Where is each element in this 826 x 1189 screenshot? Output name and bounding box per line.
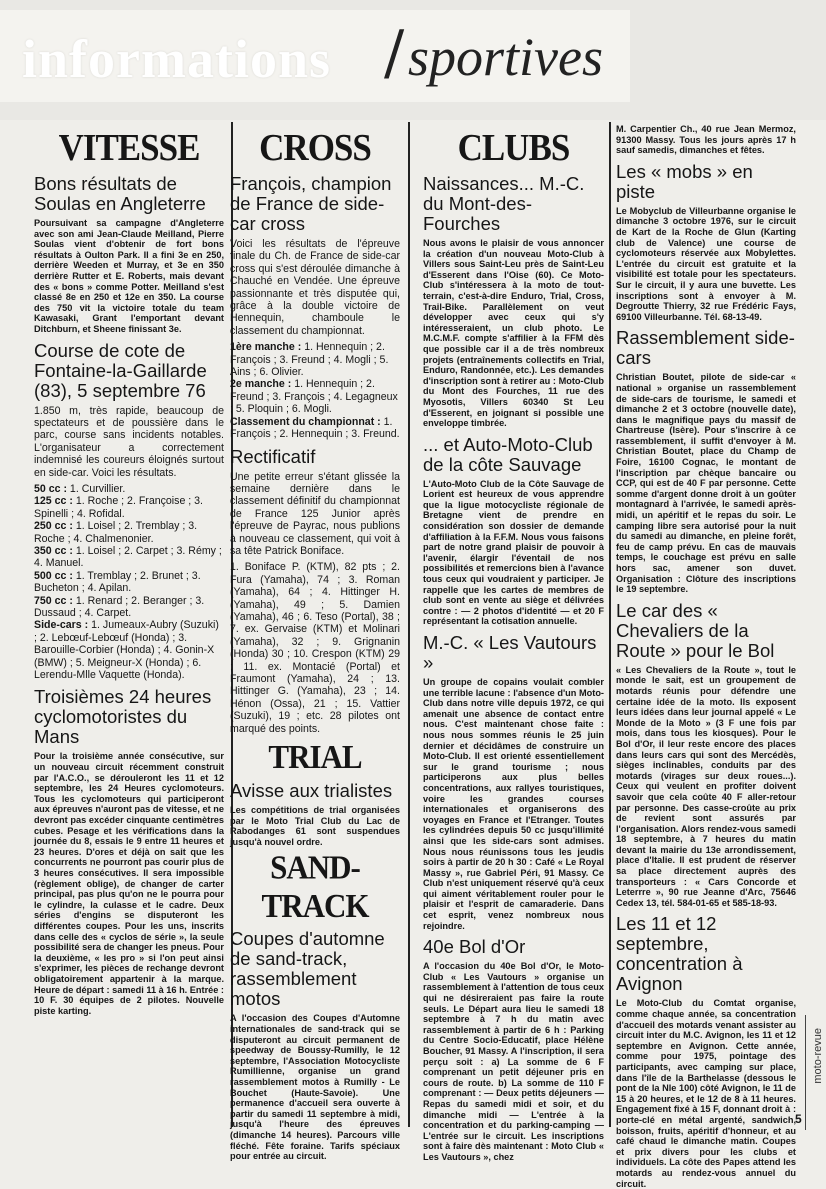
article-headline: Rassemblement side-cars (616, 327, 795, 369)
article-headline: Troisièmes 24 heures cyclomotoristes du Mans (34, 686, 212, 748)
result-entry: 50 cc : 1. Curvillier. (34, 482, 126, 495)
article-headline: Coupes d'automne de sand-track, rassemblement motos (230, 928, 385, 1010)
article-text: Voici les résultats de l'épreuve finale du Ch. de France de side-car cross qui s'est déroulée dimanche à Chauché en Vendée. Une épreuve passionnante et très disputée qui, grâce à la double victoire de Hennequin, chamboule le classement du championnat. (230, 238, 400, 337)
article-headline: M.-C. « Les Vautours » (423, 632, 597, 673)
article-headline: Le car des « Chevaliers de la Route » pour le Bol (616, 599, 775, 661)
article-text: Une petite erreur s'étant glissée la semaine dernière dans le classement définitif du championnat de France 125 Junior après l'épreuve de Payrac, nous publions à nouveau ce classement, qui voit à sa tête Patrick Boniface. (230, 470, 400, 557)
article-text: Les compétitions de trial organisées par le Moto Trial Club du Lac de Rabodanges 61 sont suspendues jusqu'à nouvel ordre. (230, 805, 400, 847)
result-entry: 750 cc : 1. Renard ; 2. Beranger ; 3. Dussaud ; 4. Carpet. (34, 594, 205, 620)
article-text: A l'occasion du 40e Bol d'Or, le Moto-Club « Les Vautours » organise un rassemblement à l'attention de tous ceux qui ne désireraient pas faire la route seuls. Le Départ aura lieu le samedi 18 septembre à 7 h du matin avec rassemblement à partir de 6 h : Parking du Centre Socio-Educatif, place Hélène Boucher, 91 Massy. A l'inscription, il sera perçu soit : a) La somme de 6 F comprenant un petit déjeuner pris en cours de route. b) La somme de 110 F comprenant : — Deux petits déjeuners — Repas du samedi midi et soir, et du dimanche midi — L'entrée à la concentration et du parking-camping — L'entrée sur le circuit. Les inscriptions sont à faire dès maintenant : Moto Club « Les Vautours », chez (423, 961, 604, 1162)
article-headline: Les « mobs » en piste (616, 160, 753, 202)
article-headline: Naissances... M.-C. du Mont-des-Fourches (423, 173, 585, 234)
article-text: Pour la troisième année consécutive, sur un nouveau circuit récemment construit par l'A.C.O., se dérouleront les 11 et 12 septembre, les 24 Heures cyclomoteurs. Tous les cyclomoteurs qui participeront aux épreuves n'auront pas de vitesse, et ne devront pas excéder cinquante centimètres cubes. Pesage et les vérifications dans la journée du 8, essais le 9 entre 11 heures et 23 heures. D'ores et déjà on sait que les concurrents ne pourront pas courir plus de 3 heures consécutives. Il sera impossible (règlement oblige), de changer de carter principal, pas plus qu'on ne le pourra pour le cylindre, la culasse et le cadre. Deux séries d'engins se disputeront les différentes coupes. Pour les uns, inscrits dans celle des « cyclos de série », la seule possibilité sera de changer les pneus. Pour la deuxième, « les pro » si l'on peut ainsi s'exprimer, les pièces de rechange devront obligatoirement appartenir à la marque. Heure de départ : samedi 11 à 16 h. Entrée : 10 F. 30 équipes de 2 pilotes. Nouvelle piste karting. (34, 751, 224, 1016)
ranking-list: 1. Boniface P. (KTM), 82 pts ; 2. Fura (Yamaha), 74 ; 3. Roman (Yamaha), 64 ; 4. Hittinger H. (Yamaha), 49 ; 5. Damien (Yamaha), 46 ; 6. Teso (Portal), 38 ; 7. ex. Gervaise (KTM) et Molinari (Yamaha), 32 ; 9. Grignanin (Honda) 30 ; 10. Crespon (KTM) 29 ; 11. ex. Montacié (Portal) et Fraumont (Yamaha), 24 ; 13. Hittinger G. (Yamaha), 23 ; 14. Hénon (Ossa), 21 ; 15. Vattier (Suzuki), 19 ; etc. 28 pilotes ont marqué des points. (230, 561, 400, 735)
article-text: Christian Boutet, pilote de side-car « national » organise un rassemblement de side-cars de tourisme, le samedi et dimanche 2 et 3 octobre (nouvelle date), dans le magnifique pays du massif de Chartreuse (Isère). Pour s'inscrire à ce rassemblement, il suffit d'envoyer à M. Christian Boutet, place du Champ de Foire, 16100 Cognac, le montant de l'inscription par chèque bancaire ou CCP, qui est de 40 F par personne. Cette somme d'argent donne droit à un goûter montagnard à l'arrivée, le samedi après-midi, un apéritif et le repas du soir. Le camping libre sera autorisé pour la nuit du samedi au dimanche, en pleine forêt, feu de camp prévu. En cas de mauvais temps, le couchage est prévu en salle hors sac, amener son duvet. Organisation : Clôture des inscriptions le 19 septembre. (616, 372, 796, 595)
column-vitesse (34, 124, 224, 1134)
article-headline: 40e Bol d'Or (423, 936, 526, 958)
section-title-sand-track: SAND-TRACK (261, 848, 369, 926)
column-clubs-continued (616, 124, 796, 1189)
race-result: 2e manche : 1. Hennequin ; 2. Freund ; 3. François ; 4. Legagneux ; 5. Ploquin ; 6. Mogli. (230, 378, 398, 416)
article-text: A l'occasion des Coupes d'Automne internationales de sand-track qui se disputeront au circuit permanent de speedway de Boussy-Rumilly, le 12 septembre, l'Association Motocycliste Rumillienne, organise un grand rassemblement motos à Rumilly - Le Bouchet (Haute-Savoie). Une permanence d'accueil sera ouverte à partir du samedi 11 septembre à midi, jusqu'à l'heure des épreuves (dimanche 14 heures). Parcours ville fléché. Fête foraine. Tarifs spéciaux pour entrée au circuit. (230, 1013, 400, 1162)
section-title-vitesse: VITESSE (58, 126, 200, 169)
article-text: Le Moto-Club du Comtat organise, comme chaque année, sa concentration d'accueil des motards venant assister au circuit inter du M.C. Avignon, les 11 et 12 septembre en Avignon. Cette année, comme pour 1975, pointage des participants, avec camping sur place, dans l'île de la Barthelasse (dessous le pont de la Nle 100) côté Avignon, le 11 de 15 à 20 heures, et le 12 de 8 à 11 heures. Engagement fixé à 15 F, donnant droit à : porte-clé en métal argenté, sandwich, boisson, fruits, apéritif d'honneur, et au café chaud le dimanche matin. Coupes et prix divers pour les clubs et individuels. La côte des Papes attend les motards au rendez-vous annuel du circuit. (616, 998, 796, 1189)
header-slash: / (384, 18, 405, 88)
article-headline: Les 11 et 12 septembre, concentration à Avignon (616, 913, 743, 995)
article-headline: ... et Auto-Moto-Club de la côte Sauvage (423, 433, 593, 475)
section-title-trial: TRIAL (268, 737, 362, 776)
page-number: 5 (795, 1112, 802, 1126)
header-sportives: sportives (408, 27, 603, 87)
article-text: Poursuivant sa campagne d'Angleterre avec son ami Jean-Claude Meilland, Pierre Soulas vient d'obtenir de fort bons résultats à Oulton Park. Il a fini 3e en 250, derrière Weeden et Murray, et 3e en 350 derrière Rutter et E. Roberts, mais devant des « bons » comme Potter. Meilland s'est classé 8e en 250 et 12e en 350. La course des 750 vit la victoire totale du team Kawasaki, Grant l'emportant devant Ditchburn, et Sheene finissant 3e. (34, 218, 224, 334)
section-title-cross: CROSS (259, 126, 371, 169)
race-result: 1ère manche : 1. Hennequin ; 2. François ; 3. Freund ; 4. Mogli ; 5. Ains ; 6. Olivier. (230, 341, 389, 379)
article-text: M. Carpentier Ch., 40 rue Jean Mermoz, 91300 Massy. Tous les jours après 17 h sauf samedis, dimanches et fêtes. (616, 124, 796, 156)
article-text: Le Mobyclub de Villeurbanne organise le dimanche 3 octobre 1976, sur le circuit de Kart de la Roche de Glun (Karting club de Valence) une course de cyclomoteurs réservée aux Mobylettes. L'entrée du circuit est gratuite et la visibilité est totale pour les spectateurs. Sur le circuit, il y aura une buvette. Les inscriptions sont à envoyer à M. Degroutte Thierry, 32 rue Frédéric Fays, 69100 Villeurbanne. Tél. 68-13-49. (616, 205, 796, 322)
article-text: 1.850 m, très rapide, beaucoup de spectateurs et de poussière dans le parc, course sans incidents notables. L'organisateur a correctement indemnisé les coureurs éloignés surtout en side-car. Voici les résultats. (34, 404, 224, 479)
article-headline: Bons résultats de Soulas en Angleterre (34, 173, 206, 214)
page-header (0, 0, 826, 120)
article-text: L'Auto-Moto Club de la Côte Sauvage de Lorient est heureux de vous apprendre que la ligue motocycliste régionale de Bretagne vient de prendre en considération son dossier de demande d'affiliation à la F.F.M. Nous vous faisons part de notre grand plaisir de pouvoir à l'avenir, élargir l'éventail de nos possibilités et remercions bien à l'avance tous ceux qui voudraient y participer. Je rappelle que les cartes de membres de club sont en vente au siège et délivrées contre : — 2 photos d'identité — et 20 F représentant la cotisation annuelle. (423, 478, 604, 627)
section-title-clubs: CLUBS (457, 126, 570, 169)
article-headline: Avisse aux trialistes (230, 780, 393, 802)
article-headline: Rectificatif (230, 445, 316, 467)
result-entry: 125 cc : 1. Roche ; 2. Françoise ; 3. Spinelli ; 4. Rofidal. (34, 495, 204, 520)
column-clubs (423, 124, 604, 1162)
result-entry: 250 cc : 1. Loisel ; 2. Tremblay ; 3. Roche ; 4. Chalmenonier. (34, 520, 198, 545)
magazine-name: moto-revue (812, 1028, 824, 1084)
result-entry: 350 cc : 1. Loisel ; 2. Carpet ; 3. Rémy ; 4. Manuel. (34, 545, 222, 570)
article-headline: Course de cote de Fontaine-la-Gaillarde (83), 5 septembre 76 (34, 339, 207, 401)
race-result: Classement du championnat : 1. François ; 2. Hennequin ; 3. Freund. (230, 415, 400, 441)
article-headline: François, champion de France de side-car cross (230, 173, 392, 234)
results-list (34, 483, 224, 682)
article-text: Nous avons le plaisir de vous annoncer la création d'un nouveau Moto-Club à Villers sous Saint-Leu près de Saint-Leu d'Esserent dans l'Oise (60). Ce Moto-Club s'intéressera à la moto de tout-terrain, c'est-à-dire Enduro, Trial, Cross, Trail-Bike. Parallèlement on veut développer avec ceux qui s'y intéresseraient, un club photo. Le M.C.M.F. compte s'affilier à la FFM dès que possible car il a de très nombreux projets (entraînements collectifs en Trial, Enduro, Randonnée, etc.). Les demandes d'inscription sont à retirer au : Moto-Club du Mont des Fourches, 11 rue des Myosotis, Villers 60340 St Leu d'Esserent, en joignant si possible une enveloppe timbrée. (423, 238, 604, 429)
column-divider (408, 122, 410, 1127)
folio-rule (805, 1015, 806, 1130)
article-text: « Les Chevaliers de la Route », tout le monde le sait, est un groupement de motards réunis pour défendre une certaine idée de la moto. Ils exposent leurs idées dans leur journal appelé « Le Monde de la Moto » (3 F une fois par mois, dans tous les kiosques). Pour le Bol d'Or, il leur reste encore des places dans leurs cars qui sont des Mercédès, sièges inclinables, conduits par des motards (virages sur deux roues...). Ceux qui veulent en profiter doivent savoir que cela coûte 40 F aller-retour par personne. Des casse-croûte au prix de revient sont assurés par l'organisation. Alors rendez-vous samedi 18 septembre, à 7 heures du matin devant la mairie du 13e arrondissement, place d'Italie. Il est prudent de réserver sa place directement auprès des transporteurs : « Cars Concorde et Leterrre », 90 rue Jeanne d'Arc, 75646 Cedex 13, tél. 584-01-65 et 585-18-93. (616, 664, 796, 908)
result-entry: Side-cars : 1. Jumeaux-Aubry (Suzuki) ; 2. Lebœuf-Lebœuf (Honda) ; 3. Barouille-Corbier (Honda) ; 4. Gonin-X (BMW) ; 5. Meigneur-X (Honda) ; 6. Lerendu-Mlle Vaquette (Honda). (34, 619, 219, 682)
result-entry: 500 cc : 1. Tremblay ; 2. Brunet ; 3. Bucheton ; 4. Apilan. (34, 569, 201, 595)
column-divider (609, 122, 611, 1127)
column-cross (230, 124, 400, 1162)
article-text: Un groupe de copains voulait combler une terrible lacune : l'absence d'un Moto-Club dans notre ville depuis 1972, ce qui amenait une absence de contact entre nous. C'est maintenant chose faite : nous nous sommes réunis le 25 juin dernier et décidâmes de construire un Moto-Club. Il est orienté essentiellement sur le grand tourisme ; nous participerons aux plus belles concentrations, aux rallyes touristiques, voire les grandes courses internationales et organiserons des voyages en France et l'Etranger. Toutes les cylindrées depuis 50 cc jusqu'illimité ainsi que les side-cars sont admises. Nous nous réunissons tous les jeudis soirs à partir de 20 h 30 : Café « Le Royal Massy », rue Gabriel Péri, 91 Massy. Ce Club n'est uniquement réservé qu'à ceux qui aiment véritablement rouler pour le plaisir et l'esprit de camaraderie. Dans cet esprit, venez nombreux nous rejoindre. (423, 677, 604, 931)
header-informations: informations (22, 29, 331, 89)
